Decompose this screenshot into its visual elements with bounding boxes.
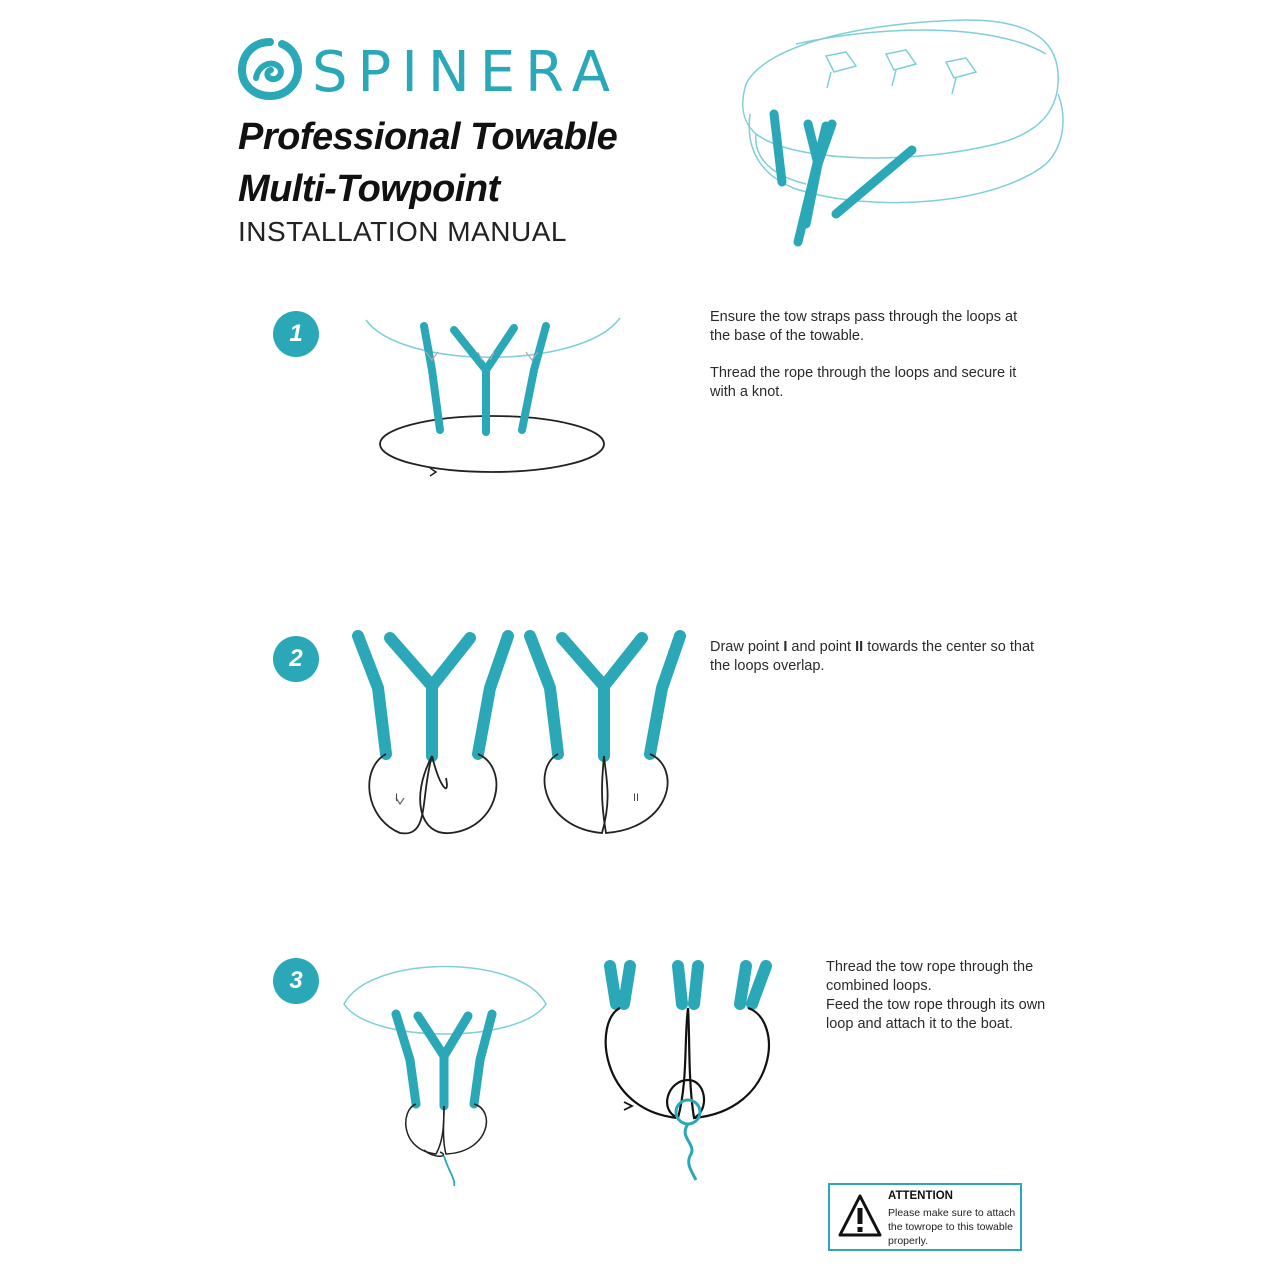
step-2-diagram-left: [350, 628, 520, 843]
page-title-line1: Professional Towable: [238, 116, 618, 158]
step-2-text-part: towards the center so that the loops overlap.: [710, 639, 1035, 674]
step-2-text: [710, 638, 1040, 676]
point-II-inline: II: [855, 639, 864, 655]
step-3-text: [826, 958, 1056, 1034]
attention-box: [828, 1183, 1022, 1251]
step-1-diagram: [362, 310, 622, 480]
step-2-text-part: and point: [787, 639, 856, 655]
step-2-text-part: Draw point: [710, 639, 784, 655]
step-1-paragraph: Ensure the tow straps pass through the loops at the base of the towable.: [710, 309, 1018, 344]
step-2-badge: 2: [273, 636, 319, 682]
step-1-text: [710, 308, 1040, 420]
step-3-diagram-left: [340, 960, 550, 1190]
step-3-badge: 3: [273, 958, 319, 1004]
page-title-line2: Multi-Towpoint: [238, 168, 500, 210]
brand-name: SPINERA: [312, 40, 621, 105]
step-3-line: Feed the tow rope through its own loop and attach it to the boat.: [826, 997, 1046, 1032]
step-1-badge: 1: [273, 311, 319, 357]
towable-illustration: [736, 14, 1076, 254]
point-label-II: II: [633, 792, 640, 804]
point-label-I: I: [395, 792, 399, 804]
step-1-paragraph: Thread the rope through the loops and secure it with a knot.: [710, 365, 1017, 400]
page-subtitle: INSTALLATION MANUAL: [238, 216, 567, 247]
step-2-diagram-right: [522, 628, 692, 843]
spinera-logo-icon: [238, 38, 302, 100]
step-3-line: Thread the tow rope through the combined loops.: [826, 959, 1034, 994]
step-3-diagram-right: [598, 960, 788, 1182]
attention-title: ATTENTION: [888, 1190, 953, 1202]
point-I-inline: I: [783, 639, 788, 655]
attention-body: Please make sure to attach the towrope to this towable properly.: [888, 1207, 1016, 1247]
warning-triangle-icon: [838, 1193, 882, 1241]
